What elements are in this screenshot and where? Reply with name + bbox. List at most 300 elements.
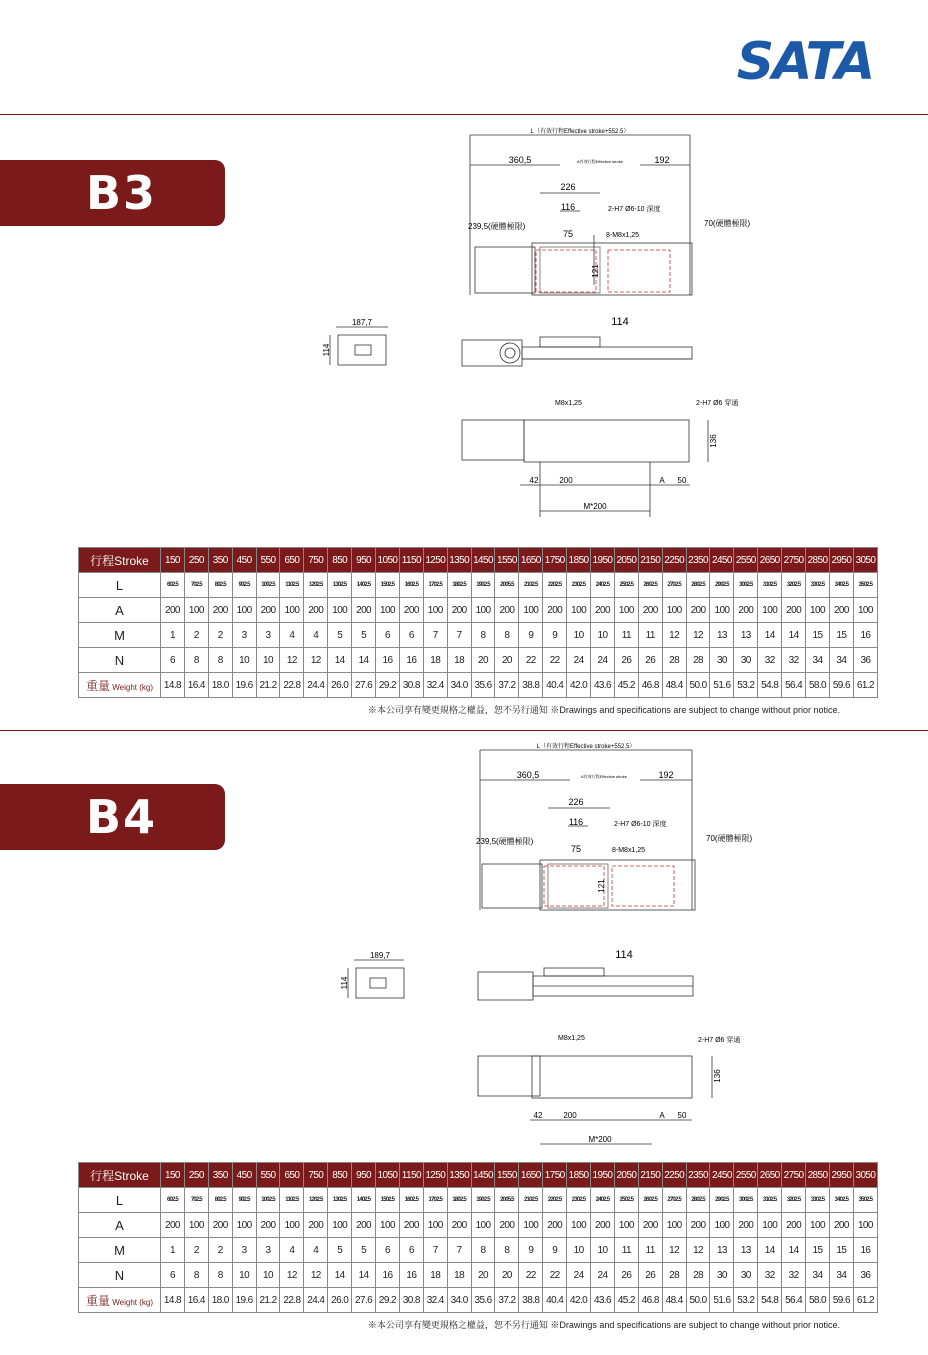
table-cell: 16 [853, 623, 877, 648]
dim-limit-right: 70(硬體極限) [704, 219, 751, 228]
table-cell: 34 [829, 1263, 853, 1288]
table-cell: 24.4 [304, 1288, 328, 1313]
table-cell: 32 [758, 1263, 782, 1288]
table-cell: 53.2 [734, 673, 758, 698]
row-label: L [79, 573, 161, 598]
table-cell: 200 [734, 1213, 758, 1238]
stroke-header-cell: 1150 [399, 548, 423, 573]
table-cell: 3502.5 [853, 573, 877, 598]
table-cell: 28 [662, 648, 686, 673]
stroke-header-cell: 650 [280, 548, 304, 573]
stroke-header-cell: 350 [208, 1163, 232, 1188]
table-cell: 902.5 [232, 573, 256, 598]
dim-42: 42 [529, 476, 539, 485]
stroke-header-cell: 650 [280, 1163, 304, 1188]
table-cell: 7 [423, 623, 447, 648]
dim-bottom-thread: M8x1,25 [558, 1035, 585, 1042]
table-cell: 32 [782, 648, 806, 673]
table-cell: 200 [782, 598, 806, 623]
table-cell: 16 [376, 648, 400, 673]
table-cell: 58.0 [806, 1288, 830, 1313]
stroke-header-cell: 350 [208, 548, 232, 573]
table-cell: 54.8 [758, 1288, 782, 1313]
table-cell: 37.2 [495, 673, 519, 698]
table-cell: 50.0 [686, 1288, 710, 1313]
dim-right: 192 [654, 155, 670, 165]
table-cell: 8 [208, 1263, 232, 1288]
table-cell: 1 [161, 1238, 185, 1263]
table-cell: 15 [829, 623, 853, 648]
table-cell: 100 [328, 598, 352, 623]
row-label: 重量 Weight (kg) [79, 673, 161, 698]
table-cell: 28 [686, 648, 710, 673]
table-cell: 30.8 [399, 1288, 423, 1313]
table-cell: 1902.5 [471, 1188, 495, 1213]
table-cell: 34 [829, 648, 853, 673]
table-cell: 24 [567, 648, 591, 673]
stroke-header-cell: 1950 [591, 1163, 615, 1188]
dim-200: 200 [563, 1111, 577, 1120]
table-cell: 3002.5 [734, 1188, 758, 1213]
table-cell: 18 [447, 648, 471, 673]
table-cell: 2302.5 [567, 1188, 591, 1213]
table-cell: 8 [184, 648, 208, 673]
table-cell: 1602.5 [399, 1188, 423, 1213]
stroke-header-cell: 450 [232, 1163, 256, 1188]
table-row [79, 623, 878, 648]
table-cell: 1102.5 [280, 1188, 304, 1213]
disclaimer-note-b3: ※本公司享有變更規格之權益，恕不另行通知 ※Drawings and specifications are subject to change without prior notice. [367, 705, 840, 715]
table-cell: 3302.5 [806, 573, 830, 598]
row-label: A [79, 1213, 161, 1238]
table-cell: 28 [662, 1263, 686, 1288]
dim-limit-right: 70(硬體極限) [706, 834, 753, 843]
table-cell: 43.6 [591, 1288, 615, 1313]
table-cell: 18 [423, 1263, 447, 1288]
table-cell: 1002.5 [256, 1188, 280, 1213]
table-cell: 12 [304, 1263, 328, 1288]
table-cell: 14 [782, 623, 806, 648]
table-row [79, 1188, 878, 1213]
table-cell: 26.0 [328, 1288, 352, 1313]
table-cell: 12 [686, 623, 710, 648]
table-cell: 200 [591, 598, 615, 623]
table-cell: 100 [662, 1213, 686, 1238]
table-cell: 200 [447, 1213, 471, 1238]
table-cell: 32.4 [423, 1288, 447, 1313]
table-cell: 15 [806, 1238, 830, 1263]
table-cell: 24 [591, 1263, 615, 1288]
table-cell: 50.0 [686, 673, 710, 698]
table-cell: 2 [184, 623, 208, 648]
table-cell: 16.4 [184, 673, 208, 698]
table-cell: 100 [280, 598, 304, 623]
table-cell: 6 [161, 1263, 185, 1288]
table-cell: 16 [399, 648, 423, 673]
table-cell: 602.5 [161, 573, 185, 598]
table-cell: 22 [519, 1263, 543, 1288]
table-header-row [79, 548, 878, 573]
table-cell: 200 [495, 598, 519, 623]
table-cell: 1602.5 [399, 573, 423, 598]
table-cell: 100 [376, 598, 400, 623]
table-cell: 9 [543, 623, 567, 648]
table-cell: 34.0 [447, 1288, 471, 1313]
stroke-header-cell: 2650 [758, 548, 782, 573]
logo-text: SATA [736, 34, 874, 84]
stroke-header-cell: 1650 [519, 1163, 543, 1188]
row-label: A [79, 598, 161, 623]
table-cell: 1402.5 [352, 1188, 376, 1213]
table-cell: 2302.5 [567, 573, 591, 598]
table-cell: 14 [758, 623, 782, 648]
stroke-header-cell: 750 [304, 1163, 328, 1188]
table-cell: 200 [208, 1213, 232, 1238]
table-cell: 34 [806, 1263, 830, 1288]
table-cell: 37.2 [495, 1288, 519, 1313]
table-cell: 100 [232, 598, 256, 623]
row-label: L [79, 1188, 161, 1213]
table-body [79, 573, 878, 698]
dim-bottom-height: 136 [709, 434, 718, 448]
dim-right: 192 [658, 770, 674, 780]
table-cell: 200 [734, 598, 758, 623]
table-cell: 30 [710, 1263, 734, 1288]
table-cell: 1502.5 [376, 1188, 400, 1213]
table-cell: 2902.5 [710, 573, 734, 598]
stroke-header-cell: 1250 [423, 1163, 447, 1188]
stroke-header-cell: 2850 [806, 1163, 830, 1188]
dim-bottom-thread: M8x1,25 [555, 400, 582, 407]
table-cell: 18 [447, 1263, 471, 1288]
table-cell: 10 [256, 648, 280, 673]
dim-thread: 8-M8x1,25 [606, 232, 640, 239]
table-cell: 4 [280, 1238, 304, 1263]
table-row [79, 573, 878, 598]
table-cell: 2702.5 [662, 573, 686, 598]
row-label: N [79, 648, 161, 673]
table-cell: 9 [519, 1238, 543, 1263]
table-cell: 2402.5 [591, 573, 615, 598]
table-cell: 3402.5 [829, 1188, 853, 1213]
table-cell: 200 [352, 598, 376, 623]
drawing-b4 [300, 740, 780, 1150]
dim-middle: A有效行程Effective stroke [577, 159, 623, 164]
dim-overall: L（有效行程Effective stroke+552.5） [536, 744, 636, 750]
table-cell: 200 [399, 1213, 423, 1238]
table-cell: 32 [782, 1263, 806, 1288]
table-cell: 2 [208, 1238, 232, 1263]
disclaimer-note-b4: ※本公司享有變更規格之權益，恕不另行通知 ※Drawings and specifications are subject to change without prior notice. [367, 1320, 840, 1330]
table-cell: 14 [352, 648, 376, 673]
dim-116: 116 [568, 817, 584, 827]
dim-75: 75 [570, 844, 582, 854]
table-cell: 12 [280, 1263, 304, 1288]
table-cell: 20 [495, 1263, 519, 1288]
table-cell: 100 [519, 1213, 543, 1238]
table-cell: 18.0 [208, 673, 232, 698]
table-cell: 10 [232, 1263, 256, 1288]
row-label-unit: Weight (kg) [110, 682, 153, 692]
table-cell: 200 [208, 598, 232, 623]
table-cell: 200 [256, 598, 280, 623]
table-cell: 30.8 [399, 673, 423, 698]
table-cell: 1802.5 [447, 573, 471, 598]
spec-table-b3 [78, 547, 878, 698]
table-cell: 200 [161, 1213, 185, 1238]
table-cell: 34 [806, 648, 830, 673]
table-cell: 2102.5 [519, 573, 543, 598]
table-cell: 2602.5 [638, 573, 662, 598]
table-cell: 42.0 [567, 1288, 591, 1313]
table-cell: 3 [256, 623, 280, 648]
table-cell: 53.2 [734, 1288, 758, 1313]
stroke-header-cell: 1750 [543, 548, 567, 573]
table-cell: 40.4 [543, 673, 567, 698]
table-cell: 100 [280, 1213, 304, 1238]
table-cell: 56.4 [782, 673, 806, 698]
table-cell: 2202.5 [543, 1188, 567, 1213]
table-cell: 7 [423, 1238, 447, 1263]
table-cell: 18.0 [208, 1288, 232, 1313]
table-cell: 45.2 [614, 673, 638, 698]
table-cell: 13 [734, 1238, 758, 1263]
table-cell: 36 [853, 1263, 877, 1288]
stroke-header-cell: 1850 [567, 548, 591, 573]
dim-a: A [659, 1111, 665, 1120]
table-cell: 51.6 [710, 673, 734, 698]
table-cell: 200 [543, 1213, 567, 1238]
table-cell: 2902.5 [710, 1188, 734, 1213]
table-cell: 27.6 [352, 673, 376, 698]
stroke-header-cell: 1350 [447, 548, 471, 573]
stroke-header-cell: 1050 [376, 548, 400, 573]
table-cell: 8 [495, 623, 519, 648]
stroke-header-cell: 2050 [614, 1163, 638, 1188]
table-cell: 26 [614, 1263, 638, 1288]
stroke-header-cell: 550 [256, 1163, 280, 1188]
table-cell: 100 [710, 1213, 734, 1238]
table-cell: 12 [662, 1238, 686, 1263]
table-row [79, 1288, 878, 1313]
dim-a: A [659, 476, 665, 485]
row-label: M [79, 1238, 161, 1263]
table-cell: 36 [853, 648, 877, 673]
table-cell: 28 [686, 1263, 710, 1288]
stroke-header-cell: 150 [161, 548, 185, 573]
table-row [79, 1263, 878, 1288]
table-cell: 1302.5 [328, 1188, 352, 1213]
dim-thread: 8-M8x1,25 [612, 847, 646, 854]
table-cell: 100 [806, 598, 830, 623]
table-cell: 100 [519, 598, 543, 623]
stroke-header-cell: 2950 [829, 1163, 853, 1188]
table-cell: 100 [614, 1213, 638, 1238]
table-cell: 51.6 [710, 1288, 734, 1313]
table-cell: 200 [447, 598, 471, 623]
stroke-header-cell: 2150 [638, 1163, 662, 1188]
table-cell: 5 [352, 623, 376, 648]
table-cell: 58.0 [806, 673, 830, 698]
dim-bottom-hole: 2-H7 Ø6 穿通 [698, 1037, 741, 1044]
table-cell: 3402.5 [829, 573, 853, 598]
stroke-header-cell: 2650 [758, 1163, 782, 1188]
stroke-header-cell: 850 [328, 1163, 352, 1188]
dim-side-height: 114 [611, 316, 629, 328]
table-cell: 10 [591, 623, 615, 648]
table-cell: 2102.5 [519, 1188, 543, 1213]
table-cell: 10 [567, 623, 591, 648]
dim-left: 360,5 [516, 770, 540, 780]
table-cell: 16.4 [184, 1288, 208, 1313]
table-cell: 13 [710, 1238, 734, 1263]
table-cell: 3 [256, 1238, 280, 1263]
table-cell: 100 [376, 1213, 400, 1238]
dim-m: M*200 [588, 1135, 612, 1144]
table-cell: 2502.5 [614, 573, 638, 598]
table-cell: 15 [806, 623, 830, 648]
drawing-b3 [300, 125, 780, 525]
table-cell: 9 [543, 1238, 567, 1263]
table-cell: 43.6 [591, 673, 615, 698]
table-cell: 16 [399, 1263, 423, 1288]
stroke-header-cell: 2350 [686, 1163, 710, 1188]
stroke-header-cell: 750 [304, 548, 328, 573]
table-cell: 27.6 [352, 1288, 376, 1313]
table-cell: 702.5 [184, 573, 208, 598]
table-cell: 100 [232, 1213, 256, 1238]
table-cell: 26 [638, 648, 662, 673]
table-cell: 35.6 [471, 673, 495, 698]
table-row [79, 673, 878, 698]
table-cell: 3 [232, 623, 256, 648]
table-cell: 30 [734, 1263, 758, 1288]
stroke-header-cell: 1350 [447, 1163, 471, 1188]
table-cell: 3302.5 [806, 1188, 830, 1213]
table-cell: 100 [471, 1213, 495, 1238]
table-cell: 100 [853, 598, 877, 623]
table-cell: 1302.5 [328, 573, 352, 598]
table-cell: 902.5 [232, 1188, 256, 1213]
table-cell: 6 [376, 623, 400, 648]
table-cell: 1402.5 [352, 573, 376, 598]
dim-hole: 2-H7 Ø6-10 深度 [608, 206, 661, 213]
table-cell: 1702.5 [423, 573, 447, 598]
stroke-header-cell: 1750 [543, 1163, 567, 1188]
table-cell: 20 [495, 648, 519, 673]
table-cell: 1202.5 [304, 1188, 328, 1213]
table-cell: 200 [591, 1213, 615, 1238]
stroke-header-cell: 1650 [519, 548, 543, 573]
table-cell: 5 [328, 1238, 352, 1263]
table-cell: 46.8 [638, 673, 662, 698]
stroke-header-cell: 2250 [662, 548, 686, 573]
table-cell: 29.2 [376, 673, 400, 698]
table-header-row [79, 1163, 878, 1188]
table-cell: 100 [567, 1213, 591, 1238]
dim-bottom-hole: 2-H7 Ø6 穿通 [696, 400, 739, 407]
table-cell: 2602.5 [638, 1188, 662, 1213]
table-cell: 34.0 [447, 673, 471, 698]
table-cell: 22 [543, 648, 567, 673]
table-cell: 100 [423, 598, 447, 623]
table-cell: 3002.5 [734, 573, 758, 598]
table-cell: 26.0 [328, 673, 352, 698]
stroke-header-cell: 2550 [734, 548, 758, 573]
table-cell: 200 [495, 1213, 519, 1238]
table-cell: 3102.5 [758, 1188, 782, 1213]
stroke-header-cell: 1050 [376, 1163, 400, 1188]
table-cell: 2502.5 [614, 1188, 638, 1213]
table-cell: 26 [614, 648, 638, 673]
table-cell: 100 [710, 598, 734, 623]
table-cell: 2005.5 [495, 573, 519, 598]
stroke-header-cell: 2450 [710, 548, 734, 573]
table-cell: 802.5 [208, 573, 232, 598]
row-label: N [79, 1263, 161, 1288]
dim-end-width: 187,7 [351, 318, 373, 327]
table-cell: 19.6 [232, 673, 256, 698]
table-cell: 42.0 [567, 673, 591, 698]
table-cell: 59.6 [829, 1288, 853, 1313]
table-cell: 100 [471, 598, 495, 623]
table-cell: 100 [423, 1213, 447, 1238]
table-cell: 3102.5 [758, 573, 782, 598]
divider-top [0, 114, 928, 115]
spec-table-b4 [78, 1162, 878, 1313]
stroke-header-cell: 3050 [853, 548, 877, 573]
table-cell: 11 [614, 1238, 638, 1263]
table-cell: 12 [280, 648, 304, 673]
stroke-header-cell: 550 [256, 548, 280, 573]
table-cell: 18 [423, 648, 447, 673]
table-cell: 14.8 [161, 1288, 185, 1313]
stroke-header-cell: 450 [232, 548, 256, 573]
stroke-header-cell: 2550 [734, 1163, 758, 1188]
table-cell: 100 [806, 1213, 830, 1238]
table-cell: 6 [161, 648, 185, 673]
stroke-header-cell: 250 [184, 1163, 208, 1188]
table-cell: 6 [399, 623, 423, 648]
table-cell: 1202.5 [304, 573, 328, 598]
dim-end-height: 114 [322, 343, 331, 357]
dim-116: 116 [560, 202, 576, 212]
table-cell: 29.2 [376, 1288, 400, 1313]
table-cell: 4 [304, 1238, 328, 1263]
stroke-header-cell: 1950 [591, 548, 615, 573]
table-cell: 2802.5 [686, 573, 710, 598]
row-label: 重量 Weight (kg) [79, 1288, 161, 1313]
row-label-unit: Weight (kg) [110, 1297, 153, 1307]
table-cell: 11 [614, 623, 638, 648]
table-cell: 200 [829, 1213, 853, 1238]
table-cell: 14 [352, 1263, 376, 1288]
table-cell: 2 [184, 1238, 208, 1263]
table-cell: 8 [208, 648, 232, 673]
table-cell: 5 [352, 1238, 376, 1263]
table-cell: 6 [376, 1238, 400, 1263]
table-cell: 14 [758, 1238, 782, 1263]
dim-overall: L（有效行程Effective stroke+552.5） [530, 129, 630, 135]
table-row [79, 1213, 878, 1238]
table-cell: 61.2 [853, 1288, 877, 1313]
table-cell: 200 [782, 1213, 806, 1238]
table-cell: 100 [758, 598, 782, 623]
table-cell: 1102.5 [280, 573, 304, 598]
divider-middle [0, 730, 928, 731]
model-badge-b4: B4 [0, 784, 225, 850]
stroke-header-cell: 250 [184, 548, 208, 573]
